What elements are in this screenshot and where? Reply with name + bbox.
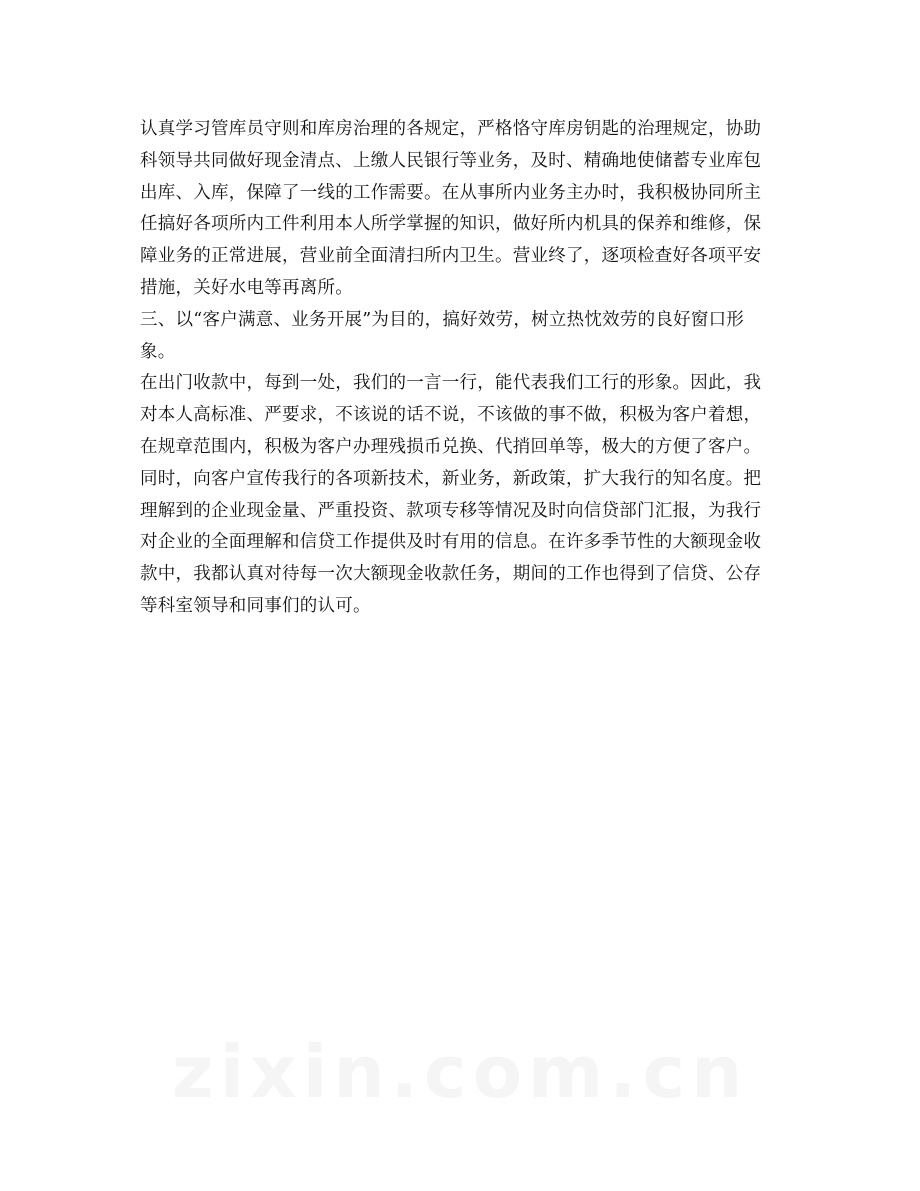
text-line: 科领导共同做好现金清点、上缴人民银行等业务，及时、精确地使储蓄专业库包 [140,150,762,171]
section-heading: 三、以“客户满意、业务开展”为目的，搞好效劳，树立热忱效劳的良好窗口形 [140,309,745,330]
text-line: 同时，向客户宣传我行的各项新技术，新业务，新政策，扩大我行的知名度。把 [140,468,762,489]
text-line: 认真学习管库员守则和库房治理的各规定，严格恪守库房钥匙的治理规定，协助 [140,119,762,139]
text-line: 对本人高标准、严要求，不该说的话不说，不该做的事不做，积极为客户着想， [140,405,762,426]
text-line: 在规章范围内，积极为客户办理残损币兑换、代捎回单等，极大的方便了客户。 [140,436,762,457]
text-line: 在出门收款中，每到一处，我们的一言一行，能代表我们工行的形象。因此，我 [140,373,762,394]
text-line: 等科室领导和同事们的认可。 [140,595,371,616]
text-line: 理解到的企业现金量、严重投资、款项专移等情况及时向信贷部门汇报，为我行 [140,500,762,521]
text-line: 出库、入库，保障了一线的工作需要。在从事所内业务主办时，我积极协同所主 [140,182,762,203]
section-heading: 象。 [140,341,176,362]
text-line: 措施，关好水电等再离所。 [140,277,353,298]
text-line: 任搞好各项所内工件利用本人所学掌握的知识，做好所内机具的保养和维修，保 [140,214,762,235]
text-line: 款中，我都认真对待每一次大额现金收款任务，期间的工作也得到了信贷、公存 [140,564,762,585]
text-line: 对企业的全面理解和信贷工作提供及时有用的信息。在许多季节性的大额现金收 [140,532,762,553]
body-text [140,114,780,623]
watermark [0,1030,920,1114]
text-line: 障业务的正常进展，营业前全面清扫所内卫生。营业终了，逐项检查好各项平安 [140,246,762,267]
